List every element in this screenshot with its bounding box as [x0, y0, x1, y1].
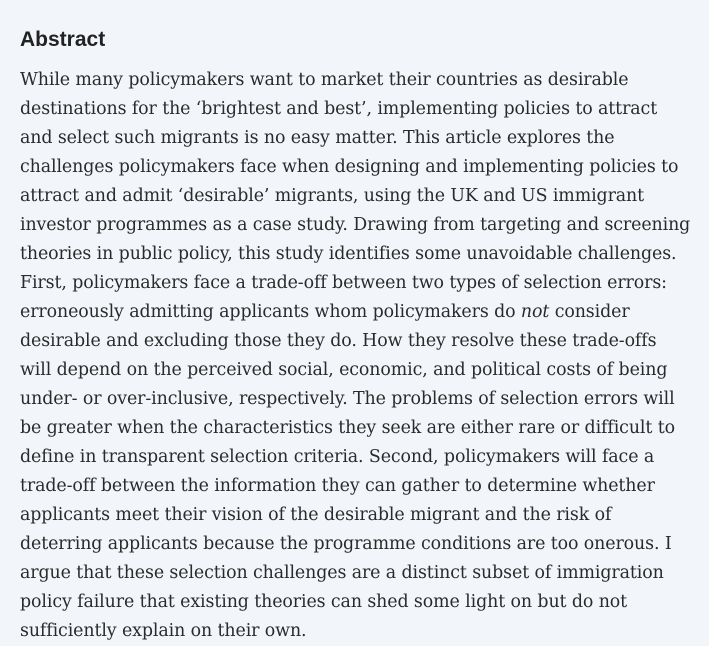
abstract-text-part-2: consider desirable and excluding those they do. How they resolve these trade-offs will depend on the perceived social, economic, and political costs of being under- or over-inclusive, respectively. The problems of selection errors will be greater when the characteristics they seek are either rare or difficult to define in transparent selection criteria. Second, policymakers will face a trade-off between the information they can gather to determine whether applicants meet their vision of the desirable migrant and the risk of deterring applicants because the programme conditions are too onerous. I argue that these selection challenges are a distinct subset of immigration policy failure that existing theories can shed some light on but do not sufficiently explain on their own. — [20, 302, 675, 641]
abstract-paragraph — [20, 66, 691, 646]
abstract-italic-not: not — [520, 302, 550, 322]
abstract-heading: Abstract — [20, 28, 106, 51]
abstract-text-part-1: While many policymakers want to market their countries as desirable destinations for the ‘brightest and best’, implementing policies to attract and select such migrants is no easy matter. This article explores the challenges policymakers face when designing and implementing policies to attract and admit ‘desirable’ migrants, using the UK and US immigrant investor programmes as a case study. Drawing from targeting and screening theories in public policy, this study identifies some unavoidable challenges. First, policymakers face a trade-off between two types of selection errors: erroneously admitting applicants whom policymakers do — [20, 70, 691, 322]
